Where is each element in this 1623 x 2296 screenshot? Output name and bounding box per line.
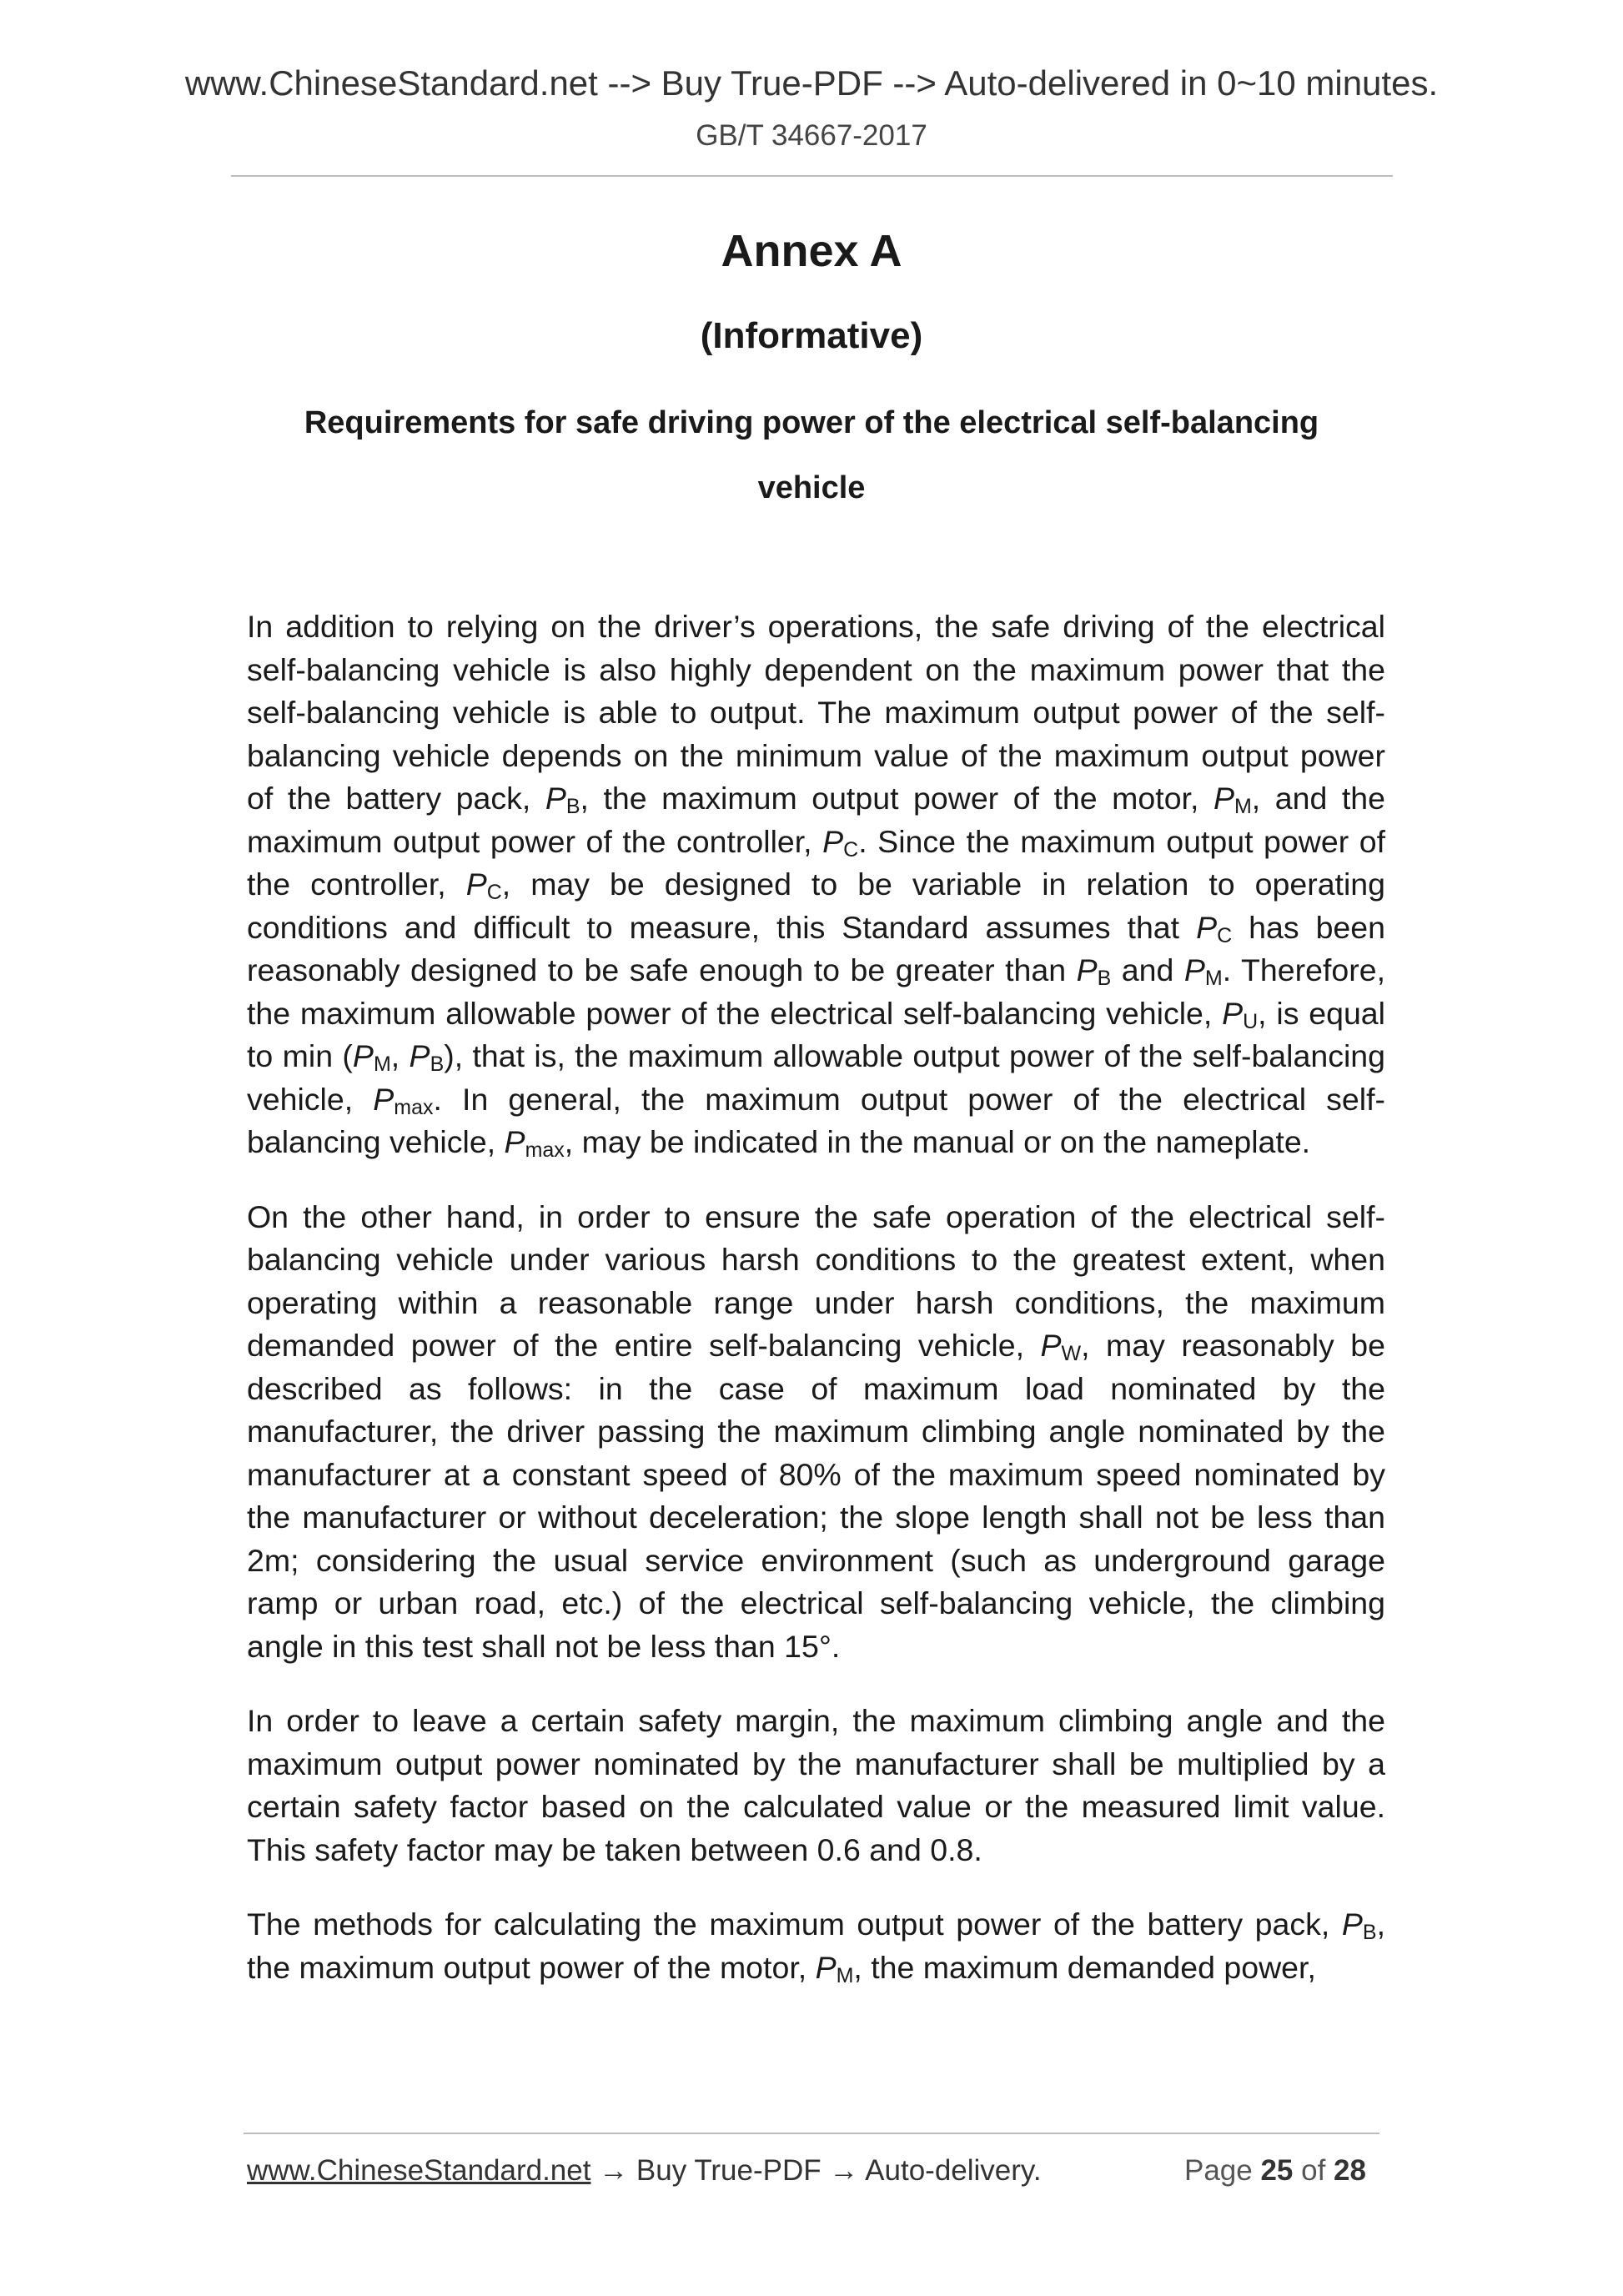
page-number xyxy=(1184,2154,1366,2188)
annex-type: (Informative) xyxy=(700,315,923,356)
header-divider xyxy=(231,175,1393,177)
paragraph-1: In addition to relying on the driver’s operations, the safe driving of the electrical self-balancing vehicle is also highly dependent on the maximum power that the self-balancing vehicle is able to output. The maximum output power of the self-balancing vehicle depends on the minimum value of the maximum output power of the battery pack, $P_B$, the maximum output power of the motor, $P_M$, and the maximum output power of the controller, $P_C$. Since the maximum output power of the controller, $P_C$, may be designed to be variable in relation to operating conditions and difficult to measure, this Standard assumes that $P_C$ has been reasonably designed to be safe enough to be greater than $P_B$ and $P_M$. Therefore, the maximum allowable power of the electrical self-balancing vehicle, $P_U$, is equal to $\min (P_M$, $P_B$), that is, the maximum allowable output power of the self-balancing vehicle, $P_{max}$. In general, the maximum output power of the electrical self-balancing vehicle, $P_{max}$, may be indicated in the manual or on the nameplate. xyxy=(247,609,1386,1162)
paragraph-3: In order to leave a certain safety margin, the maximum climbing angle and the maximum output power nominated by the manufacturer shall be multiplied by a certain safety factor based on the calculated value or the measured limit value. This safety factor may be taken between 0.6 and 0.8. xyxy=(247,1703,1385,1867)
paragraph-4: The methods for calculating the maximum output power of the battery pack, $P_B$, the maximum output power of the motor, $P_M$, the maximum demanded power, xyxy=(247,1907,1385,1987)
annex-heading-line1: Requirements for safe driving power of the electrical self-balancing xyxy=(304,405,1319,440)
body-text xyxy=(247,605,1385,2021)
page-current: 25 xyxy=(1260,2154,1294,2187)
footer-link[interactable] xyxy=(247,2154,1042,2188)
header-banner: www.ChineseStandard.net --> Buy True-PDF --> Auto-delivered in 0~10 minutes. xyxy=(184,63,1439,103)
paragraph-2: On the other hand, in order to ensure the safe operation of the electrical self-balancing vehicle under various harsh conditions to the greatest extent, when operating within a reasonable range under harsh conditions, the maximum demanded power of the entire self-balancing vehicle, $P_W$, may reasonably be described as follows: in the case of maximum load nominated by the manufacturer, the driver passing the maximum climbing angle nominated by the manufacturer at a constant speed of 80% of the maximum speed nominated by the manufacturer or without deceleration; the slope length shall not be less than 2m; considering the usual service environment (such as underground garage ramp or urban road, etc.) of the electrical self-balancing vehicle, the climbing angle in this test shall not be less than 15°. xyxy=(247,1198,1386,1664)
annex-heading xyxy=(0,390,1623,520)
footer-link-text: → Buy True-PDF → Auto-delivery. xyxy=(590,2154,1042,2187)
document-code: GB/T 34667-2017 xyxy=(696,119,927,152)
page-of: of xyxy=(1293,2154,1334,2187)
footer-divider xyxy=(244,2133,1379,2134)
annex-title: Annex A xyxy=(721,226,902,276)
page-word: Page xyxy=(1184,2154,1261,2187)
footer-url[interactable]: www.ChineseStandard.net xyxy=(247,2154,591,2187)
page-total: 28 xyxy=(1334,2154,1366,2187)
annex-heading-line2: vehicle xyxy=(757,470,866,505)
